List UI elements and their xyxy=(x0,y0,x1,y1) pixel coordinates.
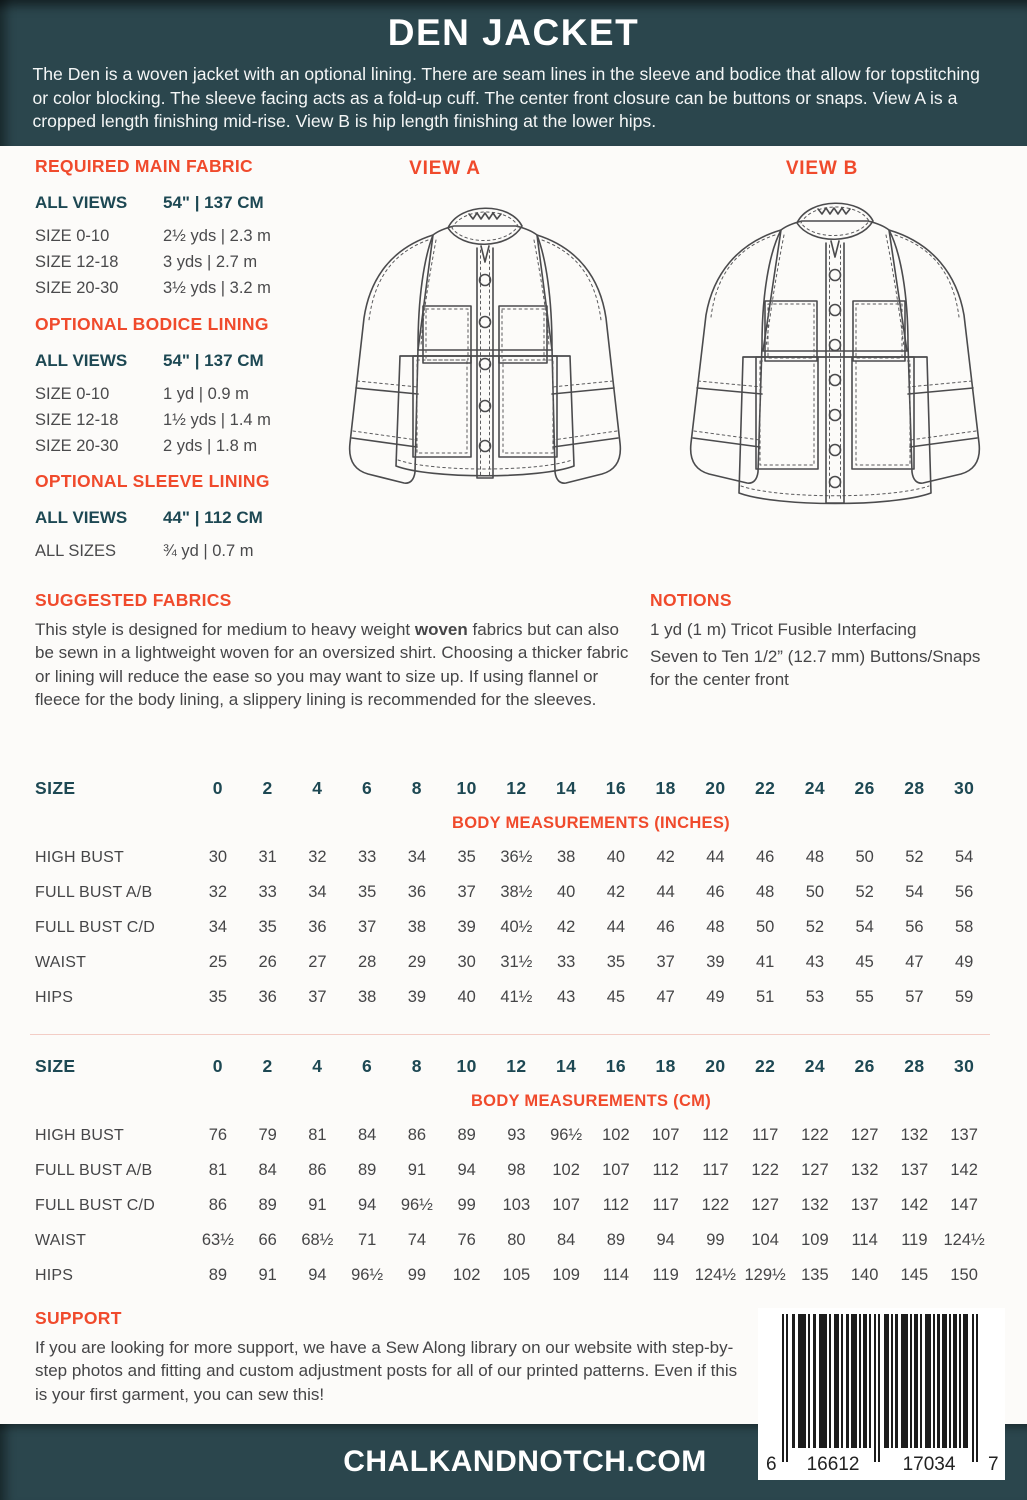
fabric-text-end: fabrics but can also be sewn in a lightweight woven for an oversized shirt. Choosing a thicker fabric or lining will reduce the ease so you may want to size up. If using flannel or fleece for the body lining, a slippery lining is recommended for the sleeves. xyxy=(35,620,629,709)
measurement-value: 40 xyxy=(556,883,576,901)
measurement-value: 84 xyxy=(556,1231,576,1249)
barcode-group-2: 17034 xyxy=(902,1454,956,1475)
measurement-value: 142 xyxy=(900,1196,929,1214)
size-value-header: 16 xyxy=(605,778,626,798)
measurement-value: 28 xyxy=(357,953,377,971)
size-value-header: 0 xyxy=(212,778,223,798)
measurement-value: 94 xyxy=(656,1231,675,1249)
measurement-value: 99 xyxy=(457,1196,476,1214)
size-value-header: 8 xyxy=(411,1056,422,1076)
size-value-header: 2 xyxy=(262,1056,273,1076)
measurement-value: 37 xyxy=(656,953,675,971)
size-value-header: 22 xyxy=(754,778,776,798)
yardage: 2½ yds | 2.3 m xyxy=(163,227,271,245)
measurement-value: 36½ xyxy=(500,848,533,866)
notions-line2: Seven to Ten 1/2” (12.7 mm) Buttons/Snaps for the center front xyxy=(650,647,981,690)
measurement-value: 135 xyxy=(801,1266,829,1284)
notions-heading: NOTIONS xyxy=(650,590,732,610)
measurement-value: 122 xyxy=(701,1196,730,1214)
measurement-value: 142 xyxy=(950,1161,978,1179)
size-value-header: 18 xyxy=(655,1056,676,1076)
size-value-header: 24 xyxy=(804,1056,825,1076)
measurement-value: 71 xyxy=(357,1231,377,1249)
measurement-row-label: WAIST xyxy=(35,954,87,971)
measurement-value: 112 xyxy=(602,1196,630,1214)
measurement-value: 102 xyxy=(602,1126,630,1144)
fabric-width-label: ALL VIEWS xyxy=(35,351,128,370)
measurement-row-label: HIGH BUST xyxy=(35,849,124,866)
notions-line1: 1 yd (1 m) Tricot Fusible Interfacing xyxy=(650,620,917,639)
measurement-value: 53 xyxy=(805,988,825,1006)
measurement-value: 68½ xyxy=(301,1231,334,1249)
measurement-row-label: HIPS xyxy=(35,1267,74,1284)
size-value-header: 10 xyxy=(456,1056,477,1076)
table-section-title: BODY MEASUREMENTS (INCHES) xyxy=(452,814,730,832)
size-range: SIZE 12-18 xyxy=(35,253,119,271)
fabric-width-value: 44" | 112 CM xyxy=(163,508,263,527)
measurement-value: 117 xyxy=(702,1161,729,1179)
fabric-width-row xyxy=(35,505,365,531)
measurement-value: 48 xyxy=(755,883,775,901)
page-title: DEN JACKET xyxy=(387,12,640,53)
measurement-value: 96½ xyxy=(400,1196,433,1214)
header-bar xyxy=(0,0,1027,146)
fabric-width-value: 54" | 137 CM xyxy=(163,193,264,212)
measurement-value: 107 xyxy=(651,1126,680,1144)
view-a-illustration xyxy=(330,188,640,518)
measurement-value: 33 xyxy=(357,848,377,866)
measurement-value: 33 xyxy=(258,883,277,901)
measurement-value: 52 xyxy=(805,918,825,936)
yardage: 1 yd | 0.9 m xyxy=(163,385,249,403)
measurement-value: 36 xyxy=(258,988,277,1006)
size-value-header: 28 xyxy=(904,1056,925,1076)
size-range: SIZE 20-30 xyxy=(35,437,119,455)
measurement-value: 76 xyxy=(457,1231,476,1249)
measurement-value: 47 xyxy=(656,988,675,1006)
measurement-value: 91 xyxy=(407,1161,427,1179)
measurement-value: 26 xyxy=(258,953,277,971)
support-heading: SUPPORT xyxy=(35,1308,122,1328)
measurement-value: 93 xyxy=(507,1126,526,1144)
measurement-value: 41 xyxy=(755,953,775,971)
size-value-header: 12 xyxy=(506,778,527,798)
measurement-value: 132 xyxy=(801,1196,829,1214)
measurement-value: 86 xyxy=(208,1196,228,1214)
measurement-value: 117 xyxy=(652,1196,679,1214)
size-range: SIZE 12-18 xyxy=(35,411,119,429)
fabric-size-row xyxy=(35,249,365,275)
measurement-value: 54 xyxy=(905,883,924,901)
measurement-value: 122 xyxy=(801,1126,829,1144)
measurement-value: 127 xyxy=(801,1161,829,1179)
fabric-size-row xyxy=(35,433,365,459)
measurement-value: 119 xyxy=(652,1266,679,1284)
barcode-group-1: 16612 xyxy=(806,1454,860,1475)
required-main-fabric-section xyxy=(35,156,365,301)
measurement-value: 107 xyxy=(602,1161,630,1179)
size-column-header: SIZE xyxy=(35,778,76,798)
size-value-header: 26 xyxy=(854,1056,875,1076)
website-url: CHALKANDNOTCH.COM xyxy=(343,1445,707,1478)
measurement-value: 37 xyxy=(308,988,327,1006)
measurement-value: 99 xyxy=(706,1231,725,1249)
size-value-header: 24 xyxy=(804,778,825,798)
barcode-digit-left: 6 xyxy=(766,1454,777,1475)
measurement-value: 137 xyxy=(850,1196,879,1214)
size-value-header: 30 xyxy=(953,778,975,798)
measurement-value: 86 xyxy=(407,1126,427,1144)
measurement-value: 44 xyxy=(706,848,725,866)
measurement-value: 55 xyxy=(855,988,874,1006)
measurement-value: 45 xyxy=(855,953,874,971)
measurement-value: 56 xyxy=(954,883,974,901)
fabric-size-row xyxy=(35,381,365,407)
measurement-value: 91 xyxy=(308,1196,327,1214)
measurement-value: 81 xyxy=(308,1126,327,1144)
measurement-value: 59 xyxy=(954,988,974,1006)
measurement-value: 51 xyxy=(755,988,775,1006)
measurement-value: 54 xyxy=(855,918,874,936)
size-value-header: 20 xyxy=(705,778,726,798)
size-range: SIZE 20-30 xyxy=(35,279,119,297)
measurement-value: 46 xyxy=(755,848,775,866)
size-value-header: 26 xyxy=(854,778,875,798)
measurement-value: 38 xyxy=(556,848,576,866)
measurement-value: 96½ xyxy=(550,1126,583,1144)
measurement-value: 43 xyxy=(556,988,576,1006)
measurement-value: 89 xyxy=(457,1126,476,1144)
measurement-value: 40 xyxy=(606,848,626,866)
measurement-value: 33 xyxy=(556,953,576,971)
measurement-value: 34 xyxy=(308,883,327,901)
measurement-row-label: FULL BUST C/D xyxy=(35,1197,155,1214)
measurement-value: 54 xyxy=(954,848,974,866)
measurement-value: 145 xyxy=(900,1266,929,1284)
table-section-title: BODY MEASUREMENTS (CM) xyxy=(470,1092,712,1110)
measurement-value: 44 xyxy=(656,883,675,901)
size-value-header: 20 xyxy=(705,1056,726,1076)
measurement-value: 39 xyxy=(706,953,725,971)
pattern-description: The Den is a woven jacket with an optional lining. There are seam lines in the sleeve and bodice that allow for topstitching or color blocking. The sleeve facing acts as a fold-up cuff. The center front closure can be buttons or snaps. View A is a cropped length finishing mid-rise. View B is hip length finishing at the lower hips. xyxy=(32,64,980,132)
view-a-label: VIEW A xyxy=(409,158,481,179)
measurement-value: 109 xyxy=(801,1231,829,1249)
measurement-value: 98 xyxy=(507,1161,526,1179)
measurement-value: 91 xyxy=(258,1266,277,1284)
view-b-label: VIEW B xyxy=(785,158,859,179)
measurement-value: 94 xyxy=(357,1196,377,1214)
measurement-value: 81 xyxy=(208,1161,228,1179)
measurement-value: 44 xyxy=(606,918,626,936)
measurement-value: 63½ xyxy=(201,1231,234,1249)
measurement-value: 74 xyxy=(407,1231,427,1249)
table-divider xyxy=(30,1034,990,1035)
size-range: SIZE 0-10 xyxy=(35,385,110,403)
measurement-value: 39 xyxy=(457,918,476,936)
fabric-text-start: This style is designed for medium to heavy weight xyxy=(35,620,415,639)
barcode-bars xyxy=(758,1308,1005,1480)
size-value-header: 2 xyxy=(262,778,273,798)
measurement-value: 35 xyxy=(258,918,277,936)
measurement-value: 102 xyxy=(452,1266,481,1284)
measurement-value: 38 xyxy=(357,988,377,1006)
measurement-value: 89 xyxy=(208,1266,228,1284)
measurement-value: 49 xyxy=(954,953,974,971)
measurement-value: 94 xyxy=(457,1161,476,1179)
measurement-value: 109 xyxy=(552,1266,580,1284)
measurement-value: 137 xyxy=(900,1161,929,1179)
measurement-value: 39 xyxy=(407,988,427,1006)
measurement-value: 102 xyxy=(552,1161,580,1179)
measurement-value: 84 xyxy=(357,1126,377,1144)
measurement-row-label: FULL BUST C/D xyxy=(35,919,155,936)
measurement-value: 112 xyxy=(652,1161,679,1179)
measurement-value: 50 xyxy=(855,848,874,866)
measurement-value: 34 xyxy=(407,848,427,866)
measurement-value: 48 xyxy=(706,918,725,936)
measurement-value: 150 xyxy=(950,1266,978,1284)
yardage: 3 yds | 2.7 m xyxy=(163,253,258,271)
measurement-value: 52 xyxy=(855,883,874,901)
measurement-value: 40 xyxy=(457,988,476,1006)
measurement-value: 129½ xyxy=(744,1266,786,1284)
fabric-width-value: 54" | 137 CM xyxy=(163,351,264,370)
size-value-header: 14 xyxy=(555,778,577,798)
support-text: If you are looking for more support, we have a Sew Along library on our website with step-by-step photos and fitting and custom adjustment posts for all of our printed patterns. Even if this is your first garment, you can sew this! xyxy=(35,1338,738,1404)
size-column-header: SIZE xyxy=(35,1056,76,1076)
measurement-value: 132 xyxy=(900,1126,929,1144)
measurement-value: 119 xyxy=(901,1231,928,1249)
size-value-header: 14 xyxy=(555,1056,577,1076)
measurement-row-label: FULL BUST A/B xyxy=(35,1162,153,1179)
size-range: ALL SIZES xyxy=(35,542,117,560)
size-value-header: 6 xyxy=(362,1056,373,1076)
measurement-value: 147 xyxy=(950,1196,978,1214)
measurement-value: 46 xyxy=(656,918,675,936)
fabric-size-row xyxy=(35,223,365,249)
measurement-value: 35 xyxy=(606,953,626,971)
size-value-header: 30 xyxy=(953,1056,975,1076)
size-value-header: 8 xyxy=(411,778,422,798)
optional-bodice-lining-section xyxy=(35,314,365,459)
measurement-row-label: FULL BUST A/B xyxy=(35,884,153,901)
measurement-value: 31 xyxy=(258,848,277,866)
size-value-header: 18 xyxy=(655,778,676,798)
measurement-value: 46 xyxy=(706,883,725,901)
measurement-value: 38 xyxy=(407,918,427,936)
measurement-value: 140 xyxy=(850,1266,879,1284)
size-value-header: 28 xyxy=(904,778,925,798)
measurement-value: 114 xyxy=(602,1266,630,1284)
measurement-value: 32 xyxy=(308,848,327,866)
measurement-value: 27 xyxy=(308,953,327,971)
measurement-value: 36 xyxy=(407,883,427,901)
measurement-value: 32 xyxy=(208,883,228,901)
measurement-value: 37 xyxy=(357,918,377,936)
measurement-value: 127 xyxy=(850,1126,879,1144)
measurement-value: 56 xyxy=(905,918,924,936)
size-value-header: 12 xyxy=(506,1056,527,1076)
measurement-value: 76 xyxy=(208,1126,228,1144)
measurement-value: 127 xyxy=(751,1196,779,1214)
measurement-value: 31½ xyxy=(500,953,533,971)
measurement-row-label: HIGH BUST xyxy=(35,1127,124,1144)
suggested-fabrics-heading: SUGGESTED FABRICS xyxy=(35,590,232,610)
fabric-width-row xyxy=(35,348,365,374)
measurement-value: 47 xyxy=(905,953,924,971)
measurement-value: 42 xyxy=(556,918,576,936)
barcode xyxy=(758,1308,1005,1480)
suggested-fabrics-text xyxy=(35,618,635,711)
measurement-value: 99 xyxy=(407,1266,427,1284)
fabric-size-row xyxy=(35,538,365,564)
measurement-value: 124½ xyxy=(943,1231,985,1249)
measurement-value: 42 xyxy=(606,883,626,901)
size-value-header: 4 xyxy=(312,1056,323,1076)
section-heading: OPTIONAL SLEEVE LINING xyxy=(35,471,270,491)
fabric-size-row xyxy=(35,275,365,301)
measurement-value: 52 xyxy=(905,848,924,866)
view-b-illustration xyxy=(655,185,1015,533)
size-value-header: 6 xyxy=(362,778,373,798)
fabric-width-label: ALL VIEWS xyxy=(35,508,128,527)
measurement-value: 66 xyxy=(258,1231,277,1249)
optional-sleeve-lining-section xyxy=(35,471,365,564)
measurement-row-label: WAIST xyxy=(35,1232,87,1249)
yardage: 3½ yds | 3.2 m xyxy=(163,279,271,297)
measurement-value: 132 xyxy=(850,1161,879,1179)
measurement-value: 79 xyxy=(258,1126,277,1144)
measurement-value: 103 xyxy=(502,1196,531,1214)
measurement-value: 89 xyxy=(357,1161,377,1179)
measurement-value: 43 xyxy=(805,953,825,971)
measurement-value: 107 xyxy=(552,1196,580,1214)
measurement-value: 41½ xyxy=(500,988,533,1006)
measurement-value: 37 xyxy=(457,883,476,901)
size-range: SIZE 0-10 xyxy=(35,227,110,245)
size-value-header: 0 xyxy=(212,1056,223,1076)
fabric-width-row xyxy=(35,190,365,216)
measurement-value: 137 xyxy=(950,1126,978,1144)
measurement-value: 48 xyxy=(805,848,825,866)
measurement-value: 58 xyxy=(954,918,974,936)
measurement-value: 114 xyxy=(851,1231,878,1249)
measurement-value: 38½ xyxy=(500,883,533,901)
yardage: ¾ yd | 0.7 m xyxy=(163,542,254,560)
fabric-width-label: ALL VIEWS xyxy=(35,193,128,212)
measurement-value: 112 xyxy=(702,1126,729,1144)
measurement-value: 35 xyxy=(208,988,228,1006)
fabric-text-bold: woven xyxy=(414,620,468,639)
measurement-value: 40½ xyxy=(500,918,533,936)
measurement-value: 35 xyxy=(357,883,377,901)
measurement-value: 35 xyxy=(457,848,476,866)
yardage: 1½ yds | 1.4 m xyxy=(163,411,271,429)
measurement-value: 80 xyxy=(507,1231,526,1249)
section-heading: OPTIONAL BODICE LINING xyxy=(35,314,269,334)
measurement-value: 50 xyxy=(805,883,825,901)
measurement-value: 30 xyxy=(457,953,476,971)
size-table-cm xyxy=(35,1048,989,1293)
section-heading: REQUIRED MAIN FABRIC xyxy=(35,156,253,176)
measurement-value: 96½ xyxy=(351,1266,384,1284)
measurement-value: 89 xyxy=(258,1196,277,1214)
measurement-value: 25 xyxy=(208,953,228,971)
measurement-value: 104 xyxy=(751,1231,779,1249)
size-value-header: 16 xyxy=(605,1056,626,1076)
size-value-header: 22 xyxy=(754,1056,776,1076)
measurement-value: 50 xyxy=(755,918,775,936)
measurement-row-label: HIPS xyxy=(35,989,74,1006)
measurement-value: 124½ xyxy=(694,1266,737,1284)
measurement-value: 30 xyxy=(208,848,228,866)
measurement-value: 94 xyxy=(308,1266,327,1284)
measurement-value: 117 xyxy=(751,1126,779,1144)
measurement-value: 29 xyxy=(407,953,427,971)
measurement-value: 34 xyxy=(208,918,228,936)
size-value-header: 10 xyxy=(456,778,477,798)
measurement-value: 86 xyxy=(308,1161,327,1179)
measurement-value: 105 xyxy=(502,1266,531,1284)
fabric-size-row xyxy=(35,407,365,433)
measurement-value: 42 xyxy=(656,848,675,866)
measurement-value: 36 xyxy=(308,918,327,936)
measurement-value: 57 xyxy=(905,988,924,1006)
size-table-inches xyxy=(35,770,989,1015)
measurement-value: 122 xyxy=(751,1161,779,1179)
size-value-header: 4 xyxy=(312,778,323,798)
measurement-value: 84 xyxy=(258,1161,277,1179)
measurement-value: 49 xyxy=(706,988,725,1006)
measurement-value: 45 xyxy=(606,988,626,1006)
barcode-digit-right: 7 xyxy=(988,1454,999,1475)
yardage: 2 yds | 1.8 m xyxy=(163,437,258,455)
measurement-value: 89 xyxy=(606,1231,626,1249)
